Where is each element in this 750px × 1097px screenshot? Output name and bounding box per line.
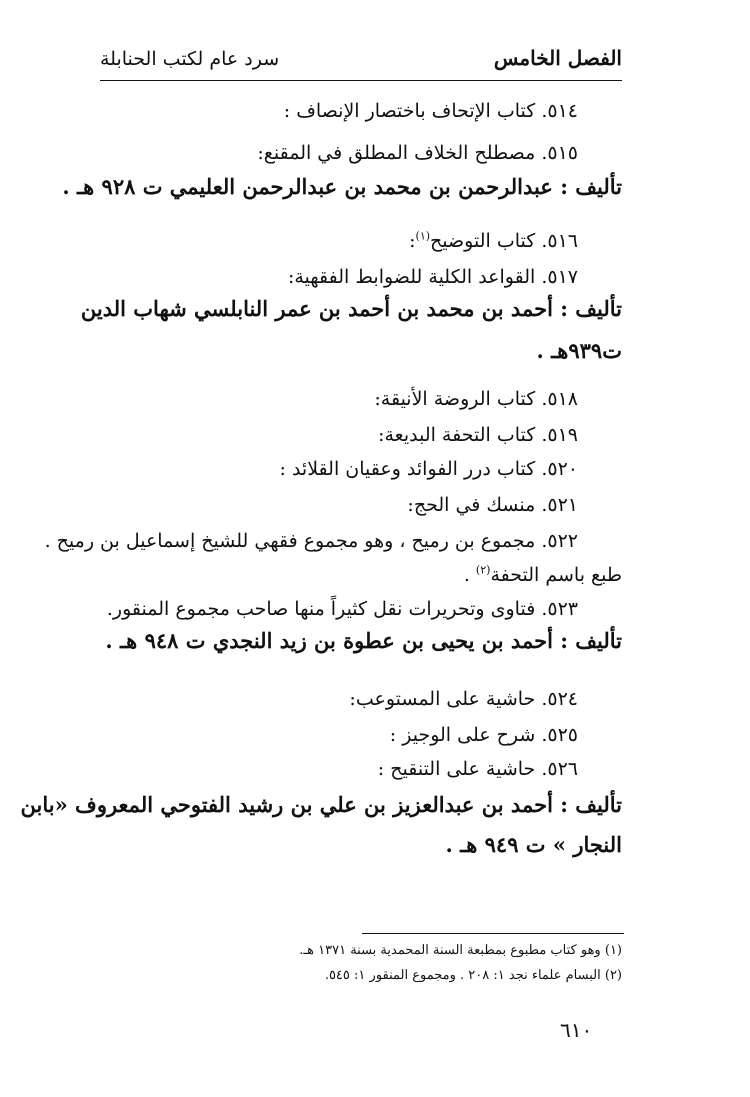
footnote-divider bbox=[362, 933, 624, 934]
author-name: أحمد بن يحيى بن عطوة بن زيد النجدي ت ٩٤٨ هـ . bbox=[105, 628, 561, 653]
author-label: تأليف : bbox=[560, 296, 622, 321]
entry-518: ٥١٨. كتاب الروضة الأنيقة: bbox=[374, 388, 578, 410]
author-name: أحمد بن عبدالعزيز بن علي بن رشيد الفتوحي المعروف «بابن bbox=[20, 792, 561, 817]
footnote-text: وهو كتاب مطبوع بمطبعة السنة المحمدية بسنة ١٣٧١ هـ. bbox=[299, 943, 601, 958]
author-label: تأليف : bbox=[560, 174, 622, 199]
author-line bbox=[20, 790, 622, 820]
entry-514: ٥١٤. كتاب الإتحاف باختصار الإنصاف : bbox=[283, 100, 578, 122]
author-label: تأليف : bbox=[560, 628, 622, 653]
author-line-continued: ت٩٣٩هـ . bbox=[536, 338, 622, 363]
footnote-marker: (٢) bbox=[604, 968, 622, 983]
entry-526: ٥٢٦. حاشية على التنقيح : bbox=[377, 758, 578, 780]
author-line bbox=[62, 172, 622, 202]
entry-516-text: ٥١٦. كتاب التوضيح bbox=[430, 230, 578, 252]
entry-520: ٥٢٠. كتاب درر الفوائد وعقيان القلائد : bbox=[279, 458, 578, 480]
author-line-continued: النجار » ت ٩٤٩ هـ . bbox=[445, 832, 622, 857]
entry-517: ٥١٧. القواعد الكلية للضوابط الفقهية: bbox=[287, 266, 578, 288]
author-name: عبدالرحمن بن محمد بن عبدالرحمن العليمي ت ٩٢٨ هـ . bbox=[62, 174, 561, 199]
entry-522-suffix: . bbox=[463, 564, 476, 586]
entry-524: ٥٢٤. حاشية على المستوعب: bbox=[349, 688, 578, 710]
footnote-1 bbox=[299, 940, 622, 962]
page-number: ٦١٠ bbox=[560, 1018, 593, 1042]
entry-522-continued bbox=[464, 560, 622, 590]
entry-519: ٥١٩. كتاب التحفة البديعة: bbox=[378, 424, 578, 446]
footnote-marker: (١) bbox=[604, 943, 622, 958]
footnote-2 bbox=[325, 965, 622, 987]
footnote-ref-2: (٢) bbox=[475, 563, 491, 577]
chapter-title: الفصل الخامس bbox=[493, 46, 622, 70]
running-header bbox=[100, 42, 622, 81]
book-title: سرد عام لكتب الحنابلة bbox=[100, 48, 280, 70]
footnote-ref-1: (١) bbox=[415, 229, 431, 243]
entry-516 bbox=[409, 226, 578, 256]
author-label: تأليف : bbox=[560, 792, 622, 817]
entry-516-suffix: : bbox=[409, 230, 416, 252]
author-name: أحمد بن محمد بن أحمد بن عمر النابلسي شهاب الدين bbox=[80, 296, 561, 321]
entry-515: ٥١٥. مصطلح الخلاف المطلق في المقنع: bbox=[257, 142, 578, 164]
author-line bbox=[100, 626, 622, 656]
footnote-text: البسام علماء نجد ١: ٢٠٨ . ومجموع المنقور ١: ٥٤٥. bbox=[324, 968, 601, 983]
entry-525: ٥٢٥. شرح على الوجيز : bbox=[389, 724, 578, 746]
entry-522: ٥٢٢. مجموع بن رميح ، وهو مجموع فقهي للشيخ إسماعيل بن رميح . bbox=[44, 530, 578, 552]
entry-523: ٥٢٣. فتاوى وتحريرات نقل كثيراً منها صاحب مجموع المنقور. bbox=[106, 598, 578, 620]
entry-522-continued-text: طبع باسم التحفة bbox=[490, 564, 622, 586]
entry-521: ٥٢١. منسك في الحج: bbox=[407, 494, 578, 516]
author-line bbox=[80, 294, 622, 324]
